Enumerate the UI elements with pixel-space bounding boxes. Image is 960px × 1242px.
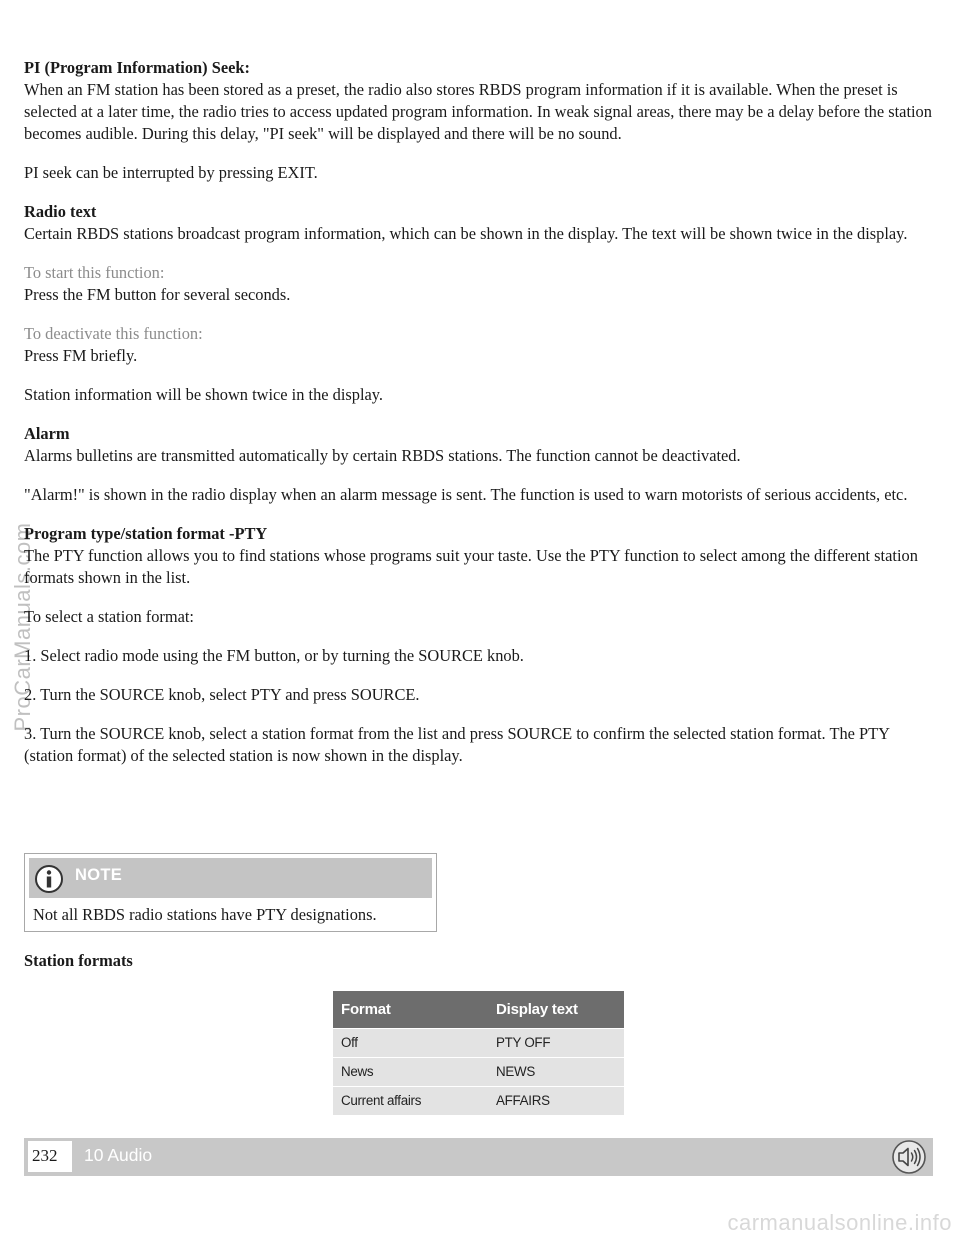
station-formats-table xyxy=(333,991,624,1115)
alarm-heading: Alarm xyxy=(24,424,70,443)
pty-step-1: 1. Select radio mode using the FM button, or by turning the SOURCE knob. xyxy=(24,646,524,665)
start-function-label: To start this function: xyxy=(24,263,165,282)
radio-text-paragraph: Certain RBDS stations broadcast program information, which can be shown in the display. The text will be shown twice in the display. xyxy=(24,224,908,243)
deactivate-function-text: Press FM briefly. xyxy=(24,346,138,365)
side-watermark: ProCarManuals.com xyxy=(10,522,35,732)
pi-seek-heading: PI (Program Information) Seek: xyxy=(24,58,250,77)
pty-step-2: 2. Turn the SOURCE knob, select PTY and press SOURCE. xyxy=(24,685,420,704)
pty-step-3: 3. Turn the SOURCE knob, select a station format from the list and press SOURCE to confirm the selected station format. The PTY (station format) of the selected station is now shown in the display. xyxy=(24,724,890,765)
display-text-cell: NEWS xyxy=(488,1057,624,1086)
note-header xyxy=(29,858,432,898)
deactivate-function-label: To deactivate this function: xyxy=(24,324,203,343)
pi-seek-interrupt: PI seek can be interrupted by pressing EXIT. xyxy=(24,163,318,182)
display-text-cell: AFFAIRS xyxy=(488,1086,624,1115)
note-box xyxy=(24,853,437,932)
pi-seek-paragraph: When an FM station has been stored as a preset, the radio also stores RBDS program information if it is available. When the preset is selected at a later time, the radio tries to access updated program information. In weak signal areas, there may be a delay before the station becomes audible. During this delay, "PI seek" will be displayed and there will be no sound. xyxy=(24,80,932,143)
format-cell: Off xyxy=(333,1028,488,1057)
page-number: 232 xyxy=(28,1141,72,1172)
note-text: Not all RBDS radio stations have PTY designations. xyxy=(33,905,377,924)
speaker-icon xyxy=(887,1139,931,1175)
start-function-text: Press the FM button for several seconds. xyxy=(24,285,291,304)
format-cell: News xyxy=(333,1057,488,1086)
note-label: NOTE xyxy=(75,866,123,884)
footer-bar xyxy=(24,1138,933,1176)
table-header-row xyxy=(333,991,624,1028)
table-row xyxy=(333,1028,624,1057)
header-display-text: Display text xyxy=(488,991,624,1028)
alarm-paragraph: Alarms bulletins are transmitted automatically by certain RBDS stations. The function cannot be deactivated. xyxy=(24,446,741,465)
info-icon xyxy=(34,864,64,894)
format-cell: Current affairs xyxy=(333,1086,488,1115)
header-format: Format xyxy=(333,991,488,1028)
pty-heading: Program type/station format -PTY xyxy=(24,524,268,543)
pty-select-intro: To select a station format: xyxy=(24,607,194,626)
alarm-paragraph-2: "Alarm!" is shown in the radio display when an alarm message is sent. The function is used to warn motorists of serious accidents, etc. xyxy=(24,485,908,504)
document-body xyxy=(24,57,934,767)
display-text-cell: PTY OFF xyxy=(488,1028,624,1057)
table-row xyxy=(333,1086,624,1115)
bottom-watermark: carmanualsonline.info xyxy=(727,1210,952,1235)
radio-text-heading: Radio text xyxy=(24,202,97,221)
station-info-text: Station information will be shown twice in the display. xyxy=(24,385,384,404)
station-formats-heading: Station formats xyxy=(24,951,133,970)
table-row xyxy=(333,1057,624,1086)
pty-paragraph: The PTY function allows you to find stations whose programs suit your taste. Use the PTY function to select among the different station formats shown in the list. xyxy=(24,546,918,587)
chapter-title: 10 Audio xyxy=(84,1145,153,1165)
